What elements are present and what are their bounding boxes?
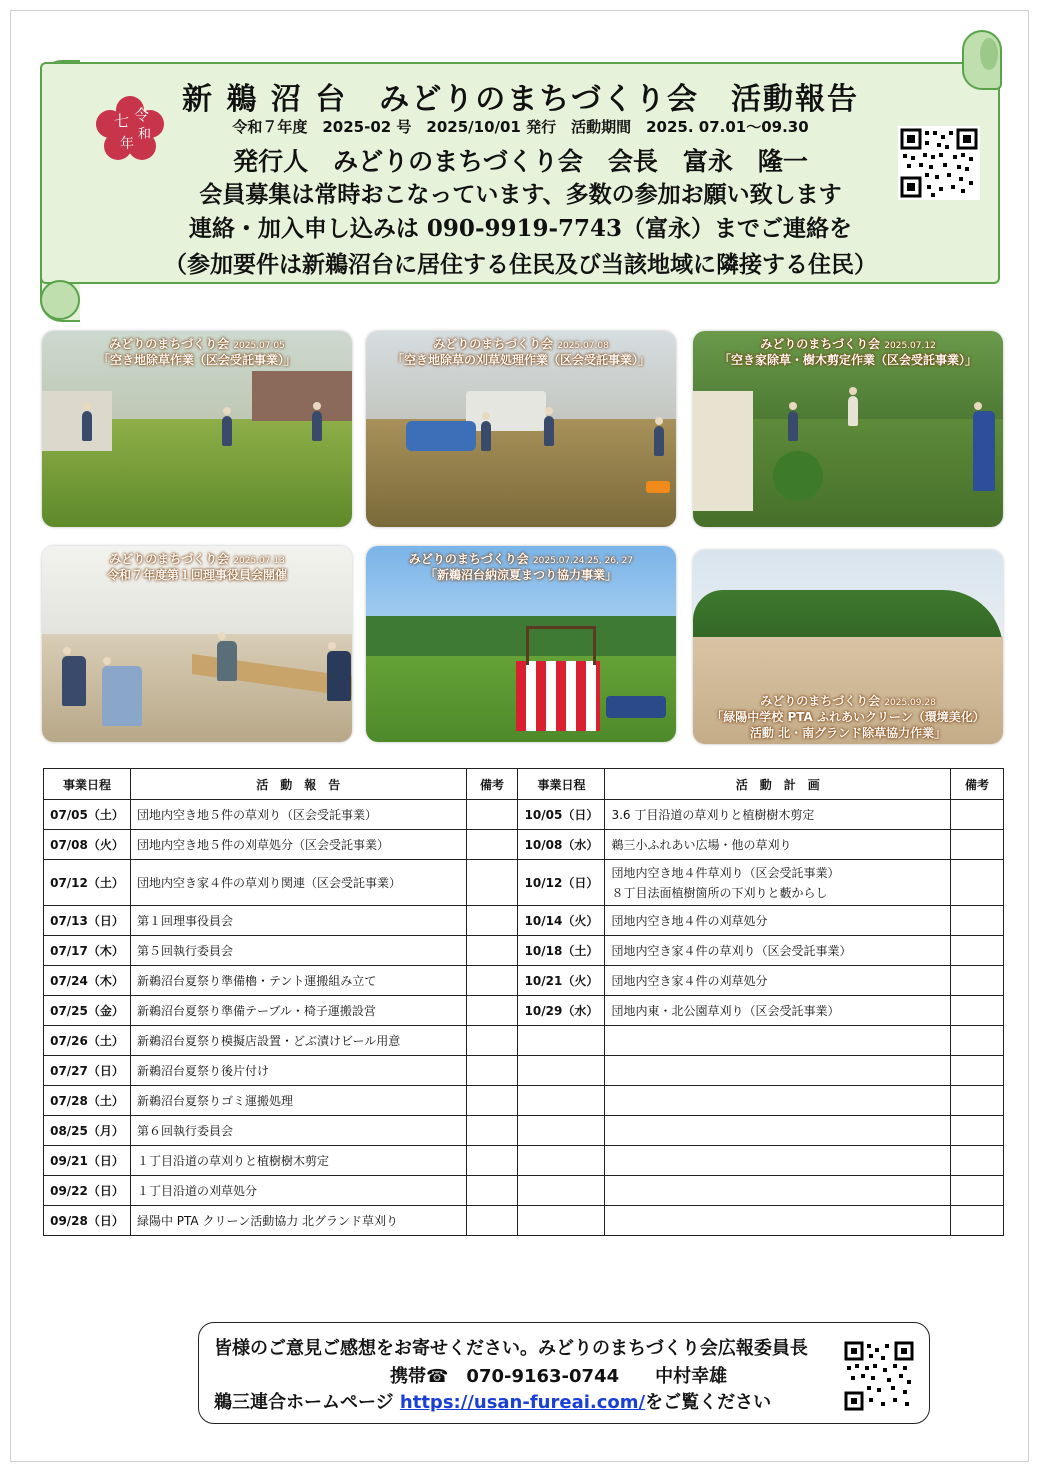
table-row	[44, 966, 1004, 996]
activity-report-cell: １丁目沿道の刈草処分	[130, 1176, 466, 1206]
photo-vacant-lot-weeding	[42, 331, 352, 527]
activity-report-cell: 新鵜沼台夏祭り準備テーブル・椅子運搬設営	[130, 996, 466, 1026]
report-date-cell: 09/22（日）	[44, 1176, 131, 1206]
photo-org: みどりのまちづくり会	[433, 337, 554, 351]
plan-remarks-cell	[951, 936, 1004, 966]
activity-plan-cell	[605, 1146, 951, 1176]
photo-date: 2025.07.08	[557, 341, 609, 351]
svg-text:七: 七	[114, 112, 130, 130]
footer-phone: 携帯☎ 070-9163-0744 中村幸雄	[390, 1366, 728, 1387]
activity-plan-cell	[605, 906, 951, 936]
plan-line: 鵜三小ふれあい広場・他の草刈り	[611, 838, 792, 852]
plan-remarks-cell	[951, 1086, 1004, 1116]
activity-plan-cell	[605, 1026, 951, 1056]
report-date-cell: 07/28（土）	[44, 1086, 131, 1116]
activity-report-cell: 第１回理事役員会	[130, 906, 466, 936]
table-row	[44, 800, 1004, 830]
plan-line: 3.6 丁目沿道の草刈りと植樹樹木剪定	[611, 808, 815, 822]
activity-report-cell: 団地内空き家４件の草刈り関連（区会受託事業）	[130, 860, 466, 906]
qr-code-icon[interactable]	[843, 1340, 915, 1412]
table-row	[44, 830, 1004, 860]
plan-remarks-cell	[951, 906, 1004, 936]
header-report-remarks: 備考	[466, 769, 518, 800]
activity-plan-cell	[605, 966, 951, 996]
photo-caption: 「空き地除草作業（区会受託事業）」	[97, 353, 296, 367]
activity-plan-cell	[605, 936, 951, 966]
plan-date-cell: 10/18（土）	[518, 936, 605, 966]
activity-schedule-table	[43, 768, 1004, 1236]
report-date-cell: 07/26（土）	[44, 1026, 131, 1056]
plan-date-cell: 10/05（日）	[518, 800, 605, 830]
report-date-cell: 08/25（月）	[44, 1116, 131, 1146]
footer-feedback: 皆様のご意見ご感想をお寄せください。みどりのまちづくり会広報委員長	[214, 1338, 808, 1359]
activity-plan-cell	[605, 1056, 951, 1086]
plan-remarks-cell	[951, 1026, 1004, 1056]
activity-report-cell: 新鵜沼台夏祭りゴミ運搬処理	[130, 1086, 466, 1116]
report-remarks-cell	[466, 1086, 518, 1116]
plan-remarks-cell	[951, 1056, 1004, 1086]
plan-date-cell	[518, 1146, 605, 1176]
activity-plan-cell	[605, 860, 951, 906]
photo-caption: 令和７年度第１回理事役員会開催	[106, 568, 287, 582]
homepage-link[interactable]: https://usan-fureai.com/	[399, 1392, 646, 1413]
plan-date-cell: 10/14（火）	[518, 906, 605, 936]
report-date-cell: 09/21（日）	[44, 1146, 131, 1176]
photo-org: みどりのまちづくり会	[760, 337, 881, 351]
plan-date-cell: 10/12（日）	[518, 860, 605, 906]
plan-date-cell: 10/08（水）	[518, 830, 605, 860]
table-row	[44, 1176, 1004, 1206]
plan-line: 団地内空き家４件の草刈り（区会受託事業）	[611, 944, 852, 958]
activity-report-cell: 団地内空き地５件の刈草処分（区会受託事業）	[130, 830, 466, 860]
table-row	[44, 906, 1004, 936]
condition-line: （参加要件は新鵜沼台に居住する住民及び当該地域に隣接する住民）	[164, 251, 877, 278]
photo-school-ground-weeding	[693, 550, 1003, 744]
table-row	[44, 1146, 1004, 1176]
activity-plan-cell	[605, 996, 951, 1026]
header-plan-date: 事業日程	[518, 769, 605, 800]
plan-line: 団地内空き地４件草刈り（区会受託事業）	[611, 865, 840, 880]
photo-grass-disposal	[366, 331, 676, 527]
plan-remarks-cell	[951, 1176, 1004, 1206]
table-row	[44, 996, 1004, 1026]
svg-text:和: 和	[138, 127, 152, 142]
plan-remarks-cell	[951, 1116, 1004, 1146]
report-date-cell: 07/24（木）	[44, 966, 131, 996]
activity-plan-cell	[605, 1086, 951, 1116]
activity-report-cell: 緑陽中 PTA クリーン活動協力 北グランド草刈り	[130, 1206, 466, 1236]
report-remarks-cell	[466, 830, 518, 860]
plan-line: ８丁目法面植樹箇所の下刈りと藪からし	[611, 885, 828, 900]
report-remarks-cell	[466, 1116, 518, 1146]
table-header-row	[44, 769, 1004, 800]
activity-plan-cell	[605, 800, 951, 830]
header-activity-plan: 活 動 計 画	[605, 769, 951, 800]
activity-plan-cell	[605, 1116, 951, 1146]
report-date-cell: 09/28（日）	[44, 1206, 131, 1236]
photo-date: 2025.07.24.25, 26, 27	[532, 556, 634, 566]
svg-text:令: 令	[134, 106, 150, 124]
report-remarks-cell	[466, 936, 518, 966]
table-row	[44, 1056, 1004, 1086]
photo-caption-2: 活動 北・南グランド除草協力作業」	[749, 726, 947, 740]
report-remarks-cell	[466, 1206, 518, 1236]
recruit-line: 会員募集は常時おこなっています、多数の参加お願い致します	[199, 181, 842, 208]
photo-org: みどりのまちづくり会	[109, 337, 230, 351]
report-remarks-cell	[466, 1146, 518, 1176]
report-remarks-cell	[466, 860, 518, 906]
plan-date-cell: 10/29（水）	[518, 996, 605, 1026]
plan-date-cell	[518, 1116, 605, 1146]
report-date-cell: 07/27（日）	[44, 1056, 131, 1086]
photo-date: 2025.07.13	[233, 556, 285, 566]
report-remarks-cell	[466, 1056, 518, 1086]
activity-report-cell: １丁目沿道の草刈りと植樹樹木剪定	[130, 1146, 466, 1176]
report-remarks-cell	[466, 966, 518, 996]
plan-date-cell	[518, 1206, 605, 1236]
plan-date-cell	[518, 1026, 605, 1056]
photo-org: みどりのまちづくり会	[760, 694, 881, 708]
activity-plan-cell	[605, 1206, 951, 1236]
plan-date-cell	[518, 1176, 605, 1206]
plan-line: 団地内空き家４件の刈草処分	[611, 974, 768, 988]
photo-org: みどりのまちづくり会	[109, 552, 230, 566]
plan-date-cell	[518, 1086, 605, 1116]
table-row	[44, 936, 1004, 966]
photo-caption: 「空き地除草の刈草処理作業（区会受託事業）」	[391, 353, 650, 367]
activity-report-cell: 第６回執行委員会	[130, 1116, 466, 1146]
photo-caption: 「新鵜沼台納涼夏まつり協力事業」	[424, 568, 617, 582]
report-remarks-cell	[466, 1176, 518, 1206]
plan-remarks-cell	[951, 830, 1004, 860]
header-report-date: 事業日程	[44, 769, 131, 800]
plan-remarks-cell	[951, 860, 1004, 906]
table-row	[44, 1026, 1004, 1056]
photo-caption: 「空き家除草・樹木剪定作業（区会受託事業）」	[718, 353, 977, 367]
contact-line: 連絡・加入申し込みは 090-9919-7743（富永）までご連絡を	[188, 215, 853, 242]
plan-remarks-cell	[951, 1206, 1004, 1236]
photo-summer-festival	[366, 546, 676, 742]
report-date-cell: 07/25（金）	[44, 996, 131, 1026]
photo-date: 2025.07.05	[233, 341, 285, 351]
footer-homepage	[214, 1388, 771, 1414]
report-remarks-cell	[466, 800, 518, 830]
photo-caption: 「緑陽中学校 PTA ふれあいクリーン（環境美化）	[711, 710, 985, 724]
issue-info: 令和７年度 2025-02 号 2025/10/01 発行 活動期間 2025. 07.01～09.30	[232, 118, 809, 136]
issuer-line: 発行人 みどりのまちづくり会 会長 富永 隆一	[233, 147, 808, 176]
table-row	[44, 1206, 1004, 1236]
activity-plan-cell	[605, 1176, 951, 1206]
photo-date: 2025.09.28	[884, 698, 936, 708]
plan-line: 団地内東・北公園草刈り（区会受託事業）	[611, 1004, 840, 1018]
scroll-right-roll	[980, 38, 998, 70]
photo-board-meeting	[42, 546, 352, 742]
activity-report-cell: 新鵜沼台夏祭り準備櫓・テント運搬組み立て	[130, 966, 466, 996]
table-row	[44, 860, 1004, 906]
report-remarks-cell	[466, 1026, 518, 1056]
activity-report-cell: 新鵜沼台夏祭り後片付け	[130, 1056, 466, 1086]
footer-homepage-label: 鵜三連合ホームページ	[214, 1392, 400, 1413]
plan-line: 団地内空き地４件の刈草処分	[611, 914, 768, 928]
report-remarks-cell	[466, 996, 518, 1026]
report-date-cell: 07/12（土）	[44, 860, 131, 906]
photo-vacant-house-pruning	[693, 331, 1003, 527]
scroll-bottom-roll	[40, 280, 80, 320]
photo-date: 2025.07.12	[884, 341, 936, 351]
plan-date-cell	[518, 1056, 605, 1086]
newsletter-title: 新 鵜 沼 台 みどりのまちづくり会 活動報告	[181, 82, 860, 117]
photo-org: みどりのまちづくり会	[408, 552, 529, 566]
report-date-cell: 07/05（土）	[44, 800, 131, 830]
report-date-cell: 07/17（木）	[44, 936, 131, 966]
plan-remarks-cell	[951, 996, 1004, 1026]
plan-remarks-cell	[951, 800, 1004, 830]
plan-date-cell: 10/21（火）	[518, 966, 605, 996]
plan-remarks-cell	[951, 1146, 1004, 1176]
table-row	[44, 1116, 1004, 1146]
report-date-cell: 07/13（日）	[44, 906, 131, 936]
table-row	[44, 1086, 1004, 1116]
activity-report-cell: 第５回執行委員会	[130, 936, 466, 966]
header-plan-remarks: 備考	[951, 769, 1004, 800]
activity-report-cell: 新鵜沼台夏祭り模擬店設置・どぶ漬けビール用意	[130, 1026, 466, 1056]
svg-text:年: 年	[120, 136, 134, 152]
activity-plan-cell	[605, 830, 951, 860]
plan-remarks-cell	[951, 966, 1004, 996]
report-remarks-cell	[466, 906, 518, 936]
activity-report-cell: 団地内空き地５件の草刈り（区会受託事業）	[130, 800, 466, 830]
report-date-cell: 07/08（火）	[44, 830, 131, 860]
footer-homepage-suffix: をご覧ください	[645, 1392, 772, 1413]
header-activity-report: 活 動 報 告	[130, 769, 466, 800]
